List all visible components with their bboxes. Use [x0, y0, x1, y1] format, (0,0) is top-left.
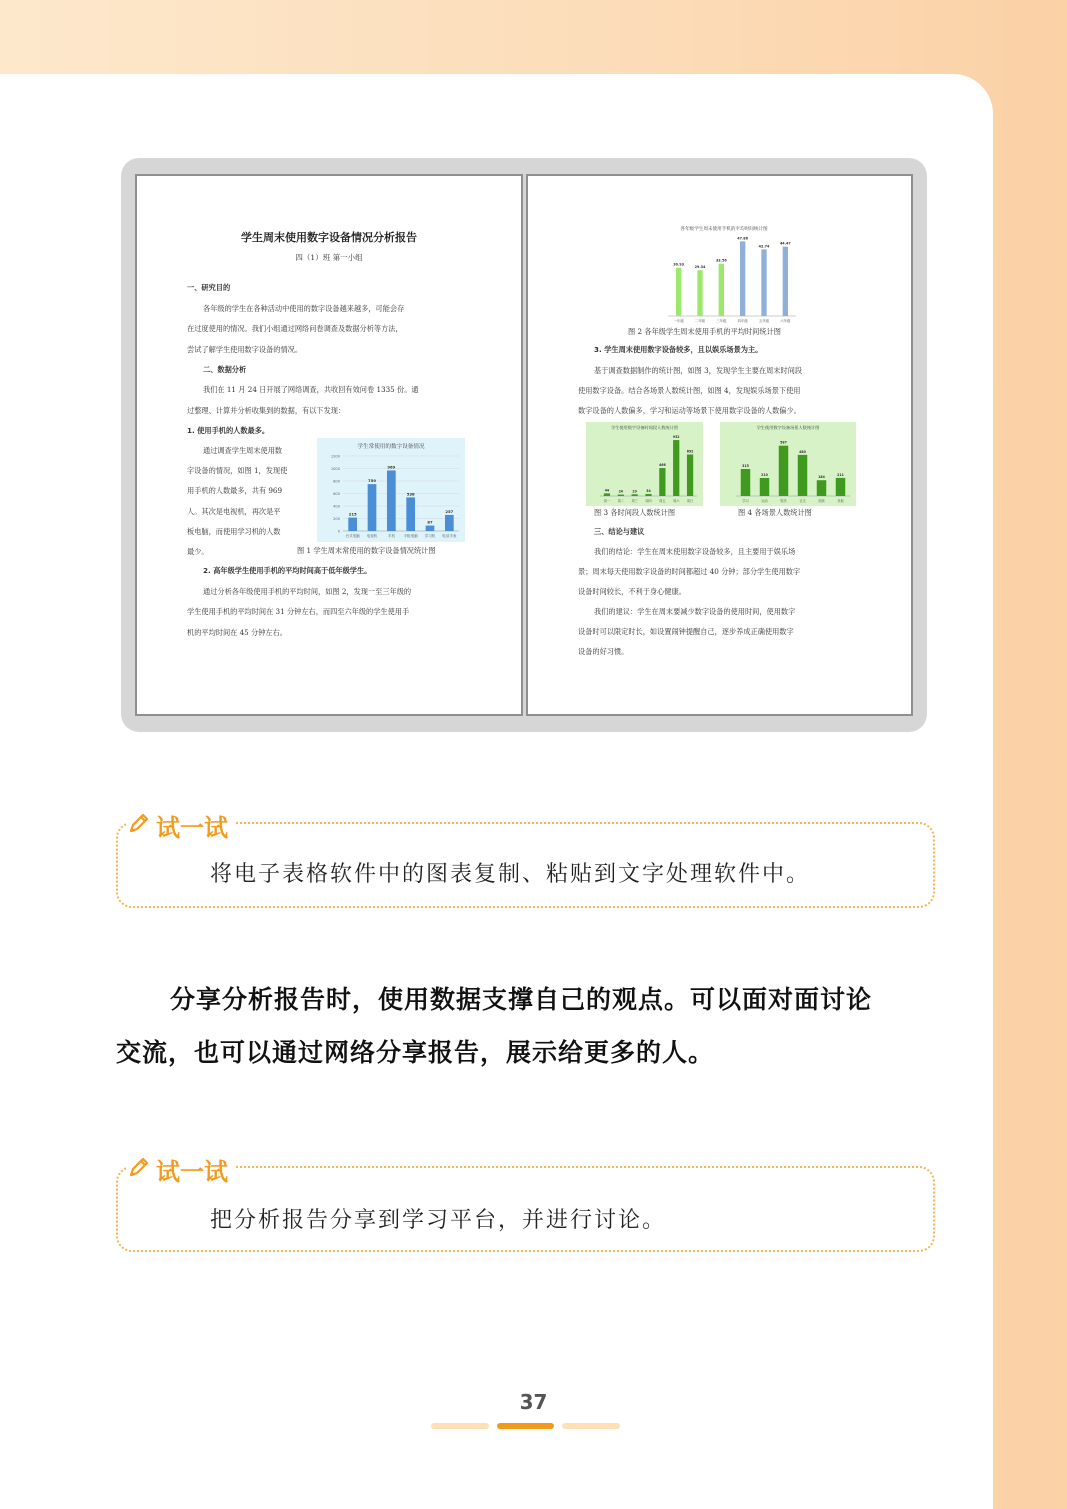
paragraph-line: 在过度使用的情况。我们小组通过网络问卷调查及数据分析等方法， [187, 324, 403, 333]
y-tick-label: 1000 [330, 467, 340, 471]
bar [697, 270, 702, 316]
report-subtitle: 四（1）班 第一小组 [295, 253, 363, 262]
report-page-right [526, 174, 913, 716]
x-tick-label: 社交 [799, 499, 806, 503]
data-label: 315 [742, 464, 749, 468]
paragraph-line: 过整理、计算并分析收集到的数据，有以下发现： [187, 406, 346, 415]
paragraph-line: 尝试了解学生使用数字设备的情况。 [187, 345, 303, 354]
paragraph-line: 设备时可以限定时长，如设置闹钟提醒自己，逐步养成正确使用数字 [578, 627, 794, 636]
paragraph-line: 字设备的情况，如图 1，发现使 [187, 466, 288, 475]
page-bar-right [562, 1423, 620, 1429]
try-heading-label: 试一试 [156, 814, 228, 842]
paragraph-line: 板电脑，而使用学习机的人数 [187, 527, 281, 536]
report-page-left [135, 174, 523, 716]
bar [817, 480, 827, 496]
paragraph-line: 最少。 [187, 547, 209, 556]
y-tick-label: 600 [333, 492, 340, 496]
x-tick-label: 三年级 [716, 319, 727, 323]
data-label: 480 [799, 449, 806, 454]
try-text-2: 把分析报告分享到学习平台，并进行讨论。 [210, 1208, 667, 1233]
chart-title: 学生使用数字设备场景人数统计图 [756, 425, 820, 430]
chart-title: 学生常使用的数字设备情况 [357, 444, 425, 450]
data-label: 29.34 [694, 265, 706, 270]
x-tick-label: 一年级 [673, 319, 684, 323]
data-label: 210 [761, 473, 768, 477]
page-bar-center [497, 1423, 554, 1429]
body-line-2: 交流，也可以通过网络分享报告，展示给更多的人。 [116, 1038, 715, 1067]
paragraph-line: 用手机的人数最多，共有 969 [187, 486, 283, 495]
bar [741, 469, 751, 496]
bar [368, 484, 377, 531]
chart-scene [720, 422, 856, 506]
data-label: 211 [837, 472, 844, 477]
y-tick-label: 1200 [330, 454, 340, 459]
x-tick-label: 电视机 [366, 534, 378, 538]
x-tick-label: 五年级 [758, 319, 770, 323]
data-label: 24 [618, 489, 624, 494]
data-label: 969 [387, 464, 396, 470]
data-label: 215 [348, 511, 357, 517]
x-tick-label: 周日 [686, 499, 694, 503]
y-tick-label: 400 [333, 504, 340, 509]
section-heading: 二、数据分析 [203, 365, 247, 374]
bar [618, 495, 624, 496]
bar [645, 494, 651, 496]
figure-caption: 图 3 各时间段人数统计图 [594, 508, 676, 517]
bar [445, 515, 454, 531]
data-label: 44.47 [779, 241, 791, 246]
paragraph-line: 我们在 11 月 24 日开展了网络调查，共收回有效问卷 1335 份。通 [203, 385, 419, 394]
figure-caption: 图 4 各场景人数统计图 [738, 508, 812, 517]
pencil-icon [126, 1154, 152, 1186]
x-tick-label: 阅读 [818, 499, 825, 503]
paragraph-line: 数字设备的人数偏多，学习和运动等场景下使用数字设备的人数偏少。 [578, 406, 801, 415]
bar [760, 478, 770, 496]
bar [783, 247, 788, 316]
x-tick-label: 其他 [837, 499, 844, 503]
bar [779, 446, 789, 496]
bar [426, 526, 435, 531]
paragraph-line: 机的平均时间在 45 分钟左右。 [187, 628, 287, 637]
data-label: 42.74 [758, 244, 770, 249]
data-label: 34 [646, 488, 651, 493]
data-label: 29 [632, 489, 637, 494]
paragraph-line: 景；周末每天使用数字设备的时间都超过 40 分钟；部分学生使用数字 [578, 567, 801, 576]
data-label: 33.56 [715, 258, 727, 263]
bar [387, 470, 396, 531]
y-tick-label: 0 [337, 529, 340, 534]
x-tick-label: 台式电脑 [345, 534, 360, 538]
y-tick-label: 800 [333, 479, 340, 484]
figure-caption: 图 2 各年级学生周末使用手机的平均时间统计图 [628, 327, 781, 336]
chart-device-usage [317, 438, 465, 542]
data-label: 692 [686, 449, 694, 454]
chart-phone-time-by-grade [646, 222, 802, 326]
data-label: 257 [445, 508, 454, 514]
section-heading: 三、结论与建议 [594, 527, 645, 536]
chart-title: 各年级学生周末使用手机的平均时间统计图 [680, 227, 768, 232]
x-tick-label: 周四 [645, 499, 652, 503]
figure-caption: 图 1 学生周末常使用的数字设备情况统计图 [297, 546, 436, 555]
x-tick-label: 周五 [659, 499, 666, 503]
try-heading-label: 试一试 [156, 1158, 228, 1186]
finding-heading: 1. 使用手机的人数最多。 [187, 426, 270, 435]
bar [798, 455, 808, 496]
data-label: 30.93 [673, 262, 685, 267]
paragraph-line: 基于调查数据制作的统计图，如图 3，发现学生主要在周末时间段 [594, 366, 803, 375]
x-tick-label: 周二 [617, 499, 624, 503]
page-number: 37 [519, 1390, 548, 1414]
try-heading-1 [126, 808, 234, 843]
paragraph-line: 各年级的学生在各种活动中使用的数字设备越来越多，可能会存 [203, 304, 405, 313]
paragraph-line: 使用数字设备。结合各场景人数统计图，如图 4，发现娱乐场景下使用 [578, 386, 801, 395]
bar [836, 478, 846, 496]
section-heading: 一、研究目的 [187, 283, 231, 292]
finding-heading: 2. 高年级学生使用手机的平均时间高于低年级学生。 [203, 566, 372, 575]
x-tick-label: 手机 [387, 534, 395, 538]
x-tick-label: 电话手表 [442, 534, 457, 538]
data-label: 466 [659, 463, 666, 468]
finding-heading: 3. 学生周末使用数字设备较多，且以娱乐场景为主。 [594, 345, 763, 354]
paragraph-line: 设备时间较长，不利于身心健康。 [578, 587, 686, 596]
document-preview-frame [121, 158, 927, 732]
x-tick-label: 四年级 [737, 319, 748, 323]
try-text-1: 将电子表格软件中的图表复制、粘贴到文字处理软件中。 [210, 862, 811, 887]
bar [604, 493, 610, 496]
paragraph-line: 设备的好习惯。 [578, 647, 629, 656]
data-label: 932 [672, 435, 680, 440]
bar [740, 241, 745, 316]
bar [659, 468, 665, 496]
bar [687, 454, 693, 496]
y-tick-label: 200 [333, 517, 340, 521]
bar [719, 264, 724, 316]
chart-background [586, 422, 703, 506]
x-tick-label: 周六 [673, 499, 680, 503]
data-label: 750 [368, 478, 376, 484]
report-title: 学生周末使用数字设备情况分析报告 [241, 231, 417, 244]
data-label: 87 [427, 519, 433, 525]
paragraph-line: 学生使用手机的平均时间在 31 分钟左右，而四至六年级的学生使用手 [187, 607, 410, 616]
bar [632, 494, 638, 496]
page-bar-left [431, 1423, 489, 1429]
data-label: 47.86 [737, 236, 749, 241]
x-tick-label: 二年级 [694, 319, 706, 323]
x-tick-label: 娱乐 [780, 499, 787, 503]
paragraph-line: 通过调查学生周末使用数 [203, 446, 283, 455]
x-tick-label: 六年级 [780, 319, 791, 323]
bar [348, 518, 357, 531]
paragraph-line: 通过分析各年级使用手机的平均时间，如图 2，发现一至三年级的 [203, 587, 412, 596]
bar [676, 268, 681, 316]
data-label: 184 [818, 475, 825, 480]
paragraph-line: 我们的结论：学生在周末使用数字设备较多，且主要用于娱乐场 [594, 547, 796, 556]
x-tick-label: 运动 [761, 499, 768, 503]
data-label: 587 [780, 440, 787, 445]
bar [761, 249, 766, 316]
bar [406, 497, 415, 531]
chart-time-period [586, 422, 703, 506]
x-tick-label: 平板电脑 [403, 534, 418, 538]
paragraph-line: 人。其次是电视机，再次是平 [187, 507, 281, 516]
data-label: 44 [604, 488, 610, 493]
paragraph-line: 我们的建议：学生在周末要减少数字设备的使用时间，使用数字 [594, 607, 796, 616]
pencil-icon [126, 810, 152, 842]
x-tick-label: 学习 [742, 499, 749, 503]
bar [673, 440, 679, 496]
x-tick-label: 周三 [631, 499, 638, 503]
try-heading-2 [126, 1152, 234, 1187]
data-label: 538 [406, 491, 415, 497]
x-tick-label: 周一 [603, 499, 611, 503]
chart-title: 学生使用数字设备时间段人数统计图 [610, 425, 679, 430]
x-tick-label: 学习机 [424, 534, 436, 538]
body-line-1: 分享分析报告时，使用数据支撑自己的观点。可以面对面讨论 [170, 985, 873, 1014]
